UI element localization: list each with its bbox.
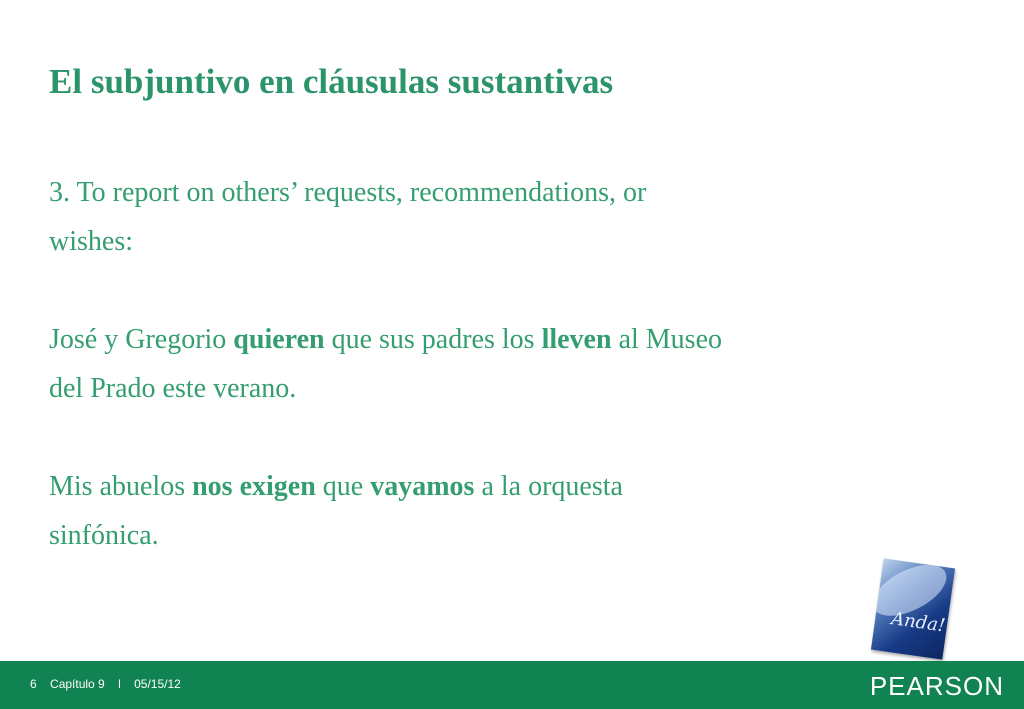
chapter-label: Capítulo 9 [50, 677, 105, 691]
example-2-line-2: sinfónica. [49, 520, 159, 551]
cover-logo: Anda! [889, 608, 947, 637]
example-1-line-1 [49, 315, 909, 364]
example-1-verb-2: lleven [541, 324, 612, 355]
example-2-text-2: que [315, 471, 371, 502]
example-1-text-2: que sus padres los [324, 324, 542, 355]
slide-title: El subjuntivo en cláusulas sustantivas [49, 62, 614, 101]
intro-line-1: 3. To report on others’ requests, recommendations, or [49, 177, 647, 208]
example-2-verb-1: nos exigen [192, 471, 316, 502]
footer-bar [0, 661, 1024, 709]
example-1-line-2: del Prado este verano. [49, 373, 297, 404]
pearson-logo: PEARSON [869, 671, 1004, 701]
example-1-verb-1: quieren [233, 324, 325, 355]
example-2-text-3: a la orquesta [474, 471, 623, 502]
example-2-text-1: Mis abuelos [49, 471, 193, 502]
slide-body [49, 168, 909, 560]
example-2-verb-2: vayamos [370, 471, 475, 502]
footer-date: 05/15/12 [134, 677, 181, 691]
footer-separator: l [118, 677, 121, 691]
intro-line-2: wishes: [49, 226, 133, 257]
example-1-text-3: al Museo [611, 324, 722, 355]
example-1-text-1: José y Gregorio [49, 324, 234, 355]
footer-info [30, 677, 191, 691]
example-2-line-1 [49, 462, 909, 511]
book-cover-image [871, 558, 955, 659]
spacer [49, 266, 909, 315]
page-number: 6 [30, 677, 37, 691]
spacer [49, 413, 909, 462]
